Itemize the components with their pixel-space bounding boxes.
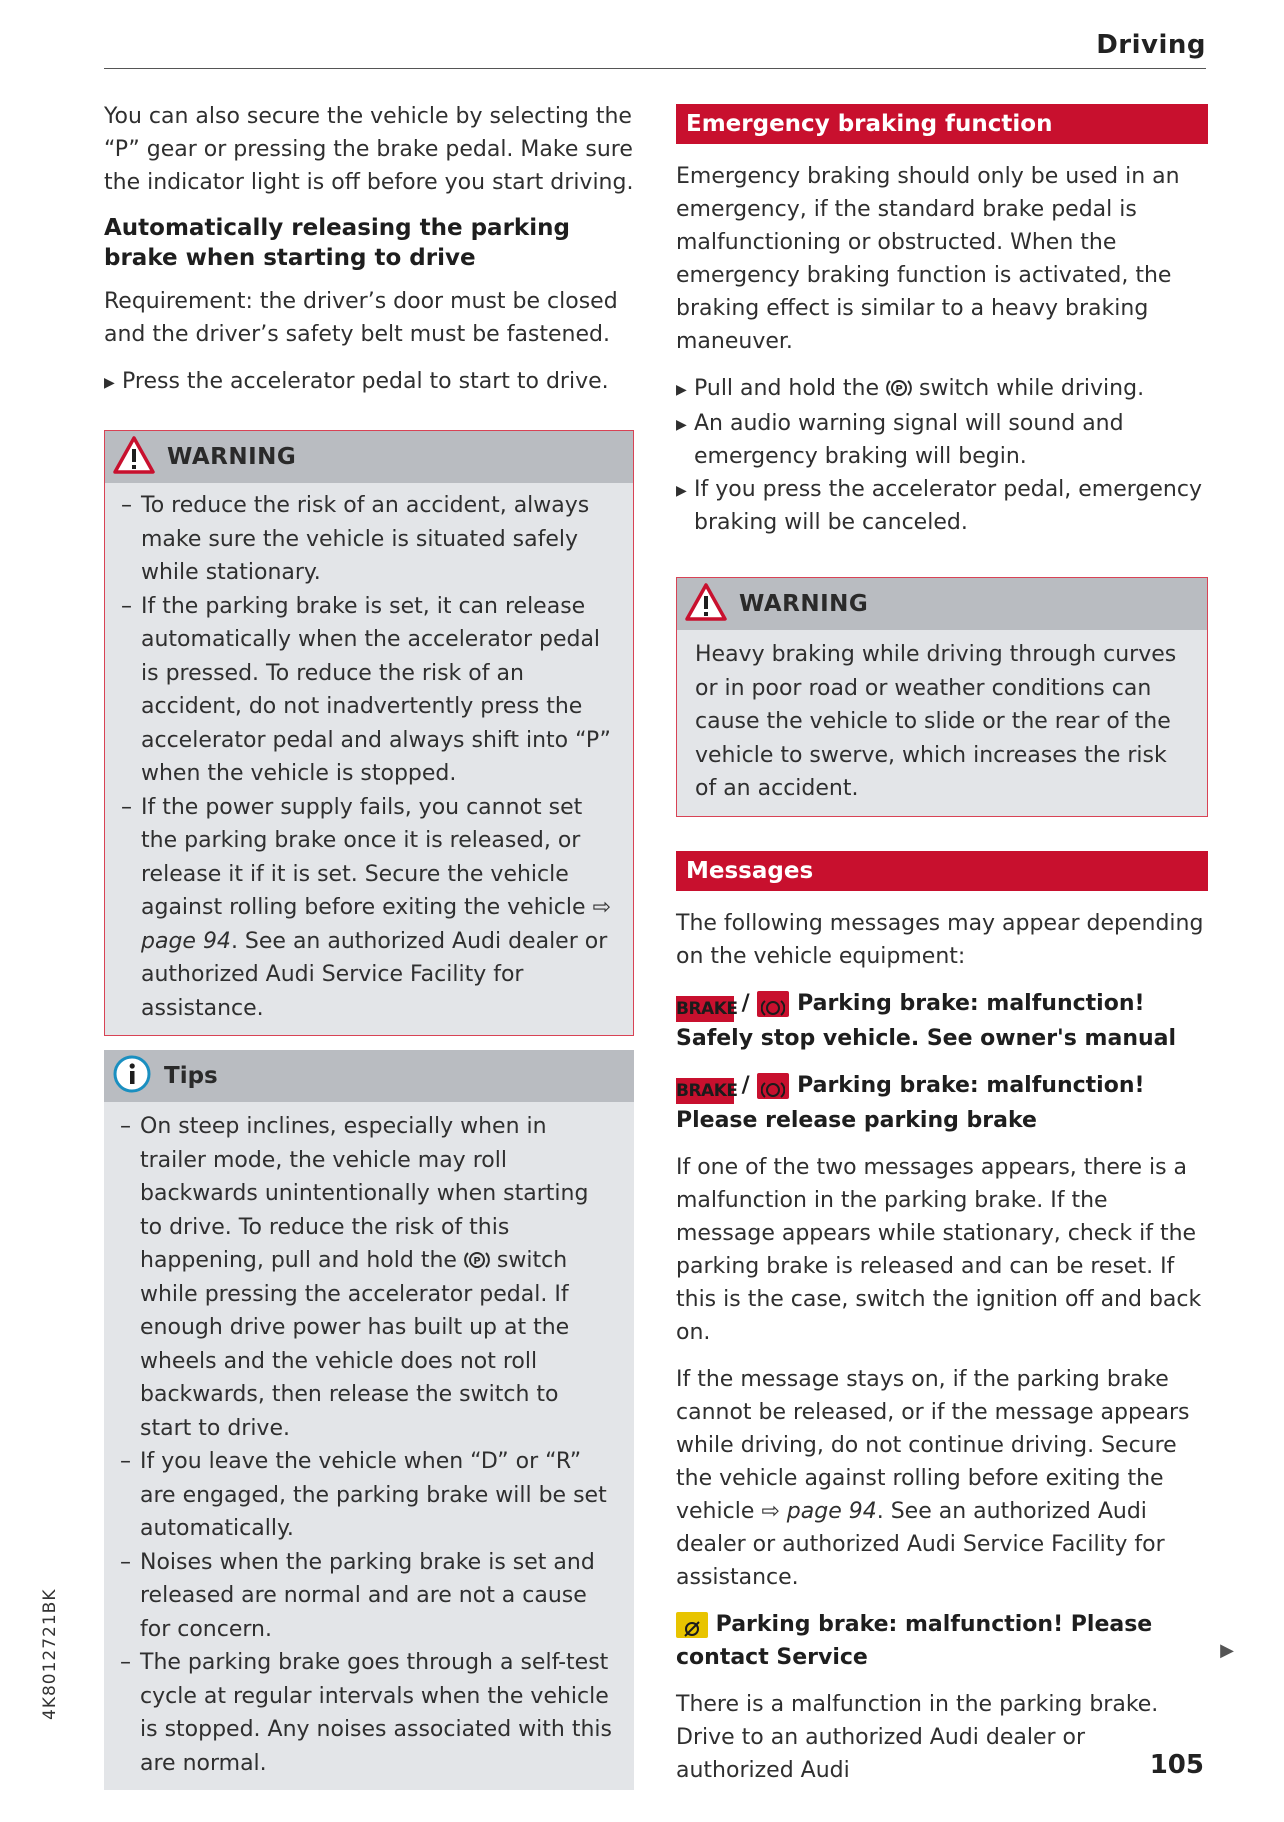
messages-paragraph: There is a malfunction in the parking brake. Drive to an authorized Audi dealer or authorized Audi [676, 1691, 1159, 1783]
step-item: ▶ Press the accelerator pedal to start to drive. [104, 365, 634, 400]
warning-item: – To reduce the risk of an accident, always make sure the vehicle is situated safely while stationary. [121, 493, 590, 585]
warning-body: Heavy braking while driving through curves or in poor road or weather conditions can cause the vehicle to slide or the rear of the vehicle to swerve, which increases the risk of an accident. [695, 642, 1177, 801]
warning-item: – If the parking brake is set, it can release automatically when the accelerator pedal is pressed. To reduce the risk of an accident, do not inadvertently press the accelerator pedal and always shift into “P” when the vehicle is stopped. [121, 593, 611, 786]
tips-item: – On steep inclines, especially when in trailer mode, the vehicle may roll backwards unintentionally when starting to drive. To reduce the risk of this happening, pull and hold the P switch while pressing the accelerator pedal. If enough drive power has built up at the wheels and the vehicle does not roll backwards, then release the switch to start to drive. [120, 1114, 589, 1441]
tips-title: Tips [164, 1063, 218, 1089]
brake-warning-lamp: BRAKE [676, 996, 734, 1022]
left-column [104, 100, 634, 1790]
page-reference-link[interactable]: ⇨ page 94 [141, 895, 611, 954]
warning-title: WARNING [167, 444, 297, 470]
tips-box [104, 1050, 634, 1790]
warning-box [676, 577, 1208, 817]
parking-brake-red-lamp-icon [757, 991, 789, 1017]
messages-paragraph: If one of the two messages appears, there is a malfunction in the parking brake. If the message appears while stationary, check if the parking brake is released and can be reset. If this is the case, switch the ignition off and back on. [676, 1154, 1202, 1345]
bullet-triangle-icon: ▶ [676, 382, 687, 398]
message-item: BRAKE / Parking brake: malfunction! Safely stop vehicle. See owner's manual [676, 990, 1177, 1051]
emergency-paragraph: Emergency braking should only be used in an emergency, if the standard brake pedal is malfunctioning or obstructed. When the emergency braking function is activated, the braking effect is similar to a heavy braking maneuver. [676, 164, 1180, 354]
section-header-emergency-braking: Emergency braking function [676, 104, 1208, 144]
warning-triangle-icon [685, 583, 727, 625]
brake-warning-lamp: BRAKE [676, 1078, 734, 1104]
svg-text:P: P [473, 1256, 481, 1267]
header-rule [104, 68, 1206, 69]
bullet-triangle-icon: ▶ [676, 417, 687, 433]
step-item: ▶ An audio warning signal will sound and emergency braking will begin. [676, 407, 1208, 473]
document-code: 4K8012721BK [40, 1588, 60, 1720]
parking-brake-switch-icon [886, 376, 912, 401]
section-header-messages: Messages [676, 851, 1208, 891]
page-number: 105 [1149, 1750, 1204, 1780]
intro-paragraph: You can also secure the vehicle by selecting the “P” gear or pressing the brake pedal. Make sure the indicator light is off before you start driving. [104, 104, 634, 195]
message-item: Parking brake: malfunction! Please contact Service [676, 1611, 1153, 1670]
tips-item: – Noises when the parking brake is set and released are normal and are not a cause for concern. [120, 1549, 595, 1642]
warning-item: – If the power supply fails, you cannot set the parking brake once it is released, or release it if it is set. Secure the vehicle against rolling before exiting the vehicle ⇨ page 94. See an authorized Audi dealer or authorized Audi Service Facility for assistance. [121, 794, 611, 1021]
bullet-triangle-icon: ▶ [676, 483, 687, 499]
step-item: ▶ Pull and hold the P switch while driving. [676, 372, 1208, 407]
warning-header [677, 578, 1207, 630]
bullet-triangle-icon: ▶ [104, 375, 115, 391]
message-item: BRAKE / Parking brake: malfunction! Please release parking brake [676, 1072, 1145, 1133]
parking-brake-switch-icon [464, 1248, 490, 1273]
parking-brake-yellow-lamp-icon [676, 1612, 708, 1638]
warning-box [104, 430, 634, 1036]
tips-item: – The parking brake goes through a self-test cycle at regular intervals when the vehicle is stopped. Any noises associated with this are normal. [120, 1650, 612, 1776]
messages-paragraph: If the message stays on, if the parking brake cannot be released, or if the message appears while driving, do not continue driving. Secure the vehicle against rolling before exiting the vehicle ⇨ page 94. See an authorized Audi dealer or authorized Audi Service Facility for assistance. [676, 1366, 1190, 1590]
page-reference-link[interactable]: ⇨ page 94 [761, 1498, 877, 1524]
info-circle-icon [112, 1054, 152, 1098]
continue-arrow-icon: ▶ [1220, 1640, 1234, 1661]
svg-text:P: P [895, 384, 903, 395]
section-subheading: Automatically releasing the parking brake when starting to drive [104, 215, 570, 271]
warning-triangle-icon [113, 436, 155, 478]
step-item: ▶ If you press the accelerator pedal, emergency braking will be canceled. [676, 473, 1208, 539]
requirement-paragraph: Requirement: the driver’s door must be closed and the driver’s safety belt must be fastened. [104, 289, 618, 347]
right-column [676, 104, 1208, 1801]
messages-intro: The following messages may appear depending on the vehicle equipment: [676, 910, 1204, 969]
parking-brake-red-lamp-icon [757, 1073, 789, 1099]
tips-item: – If you leave the vehicle when “D” or “R” are engaged, the parking brake will be set automatically. [120, 1449, 607, 1541]
page-header-title: Driving [1096, 30, 1206, 60]
warning-title: WARNING [739, 591, 869, 617]
warning-header [105, 431, 633, 483]
tips-header [104, 1050, 634, 1102]
